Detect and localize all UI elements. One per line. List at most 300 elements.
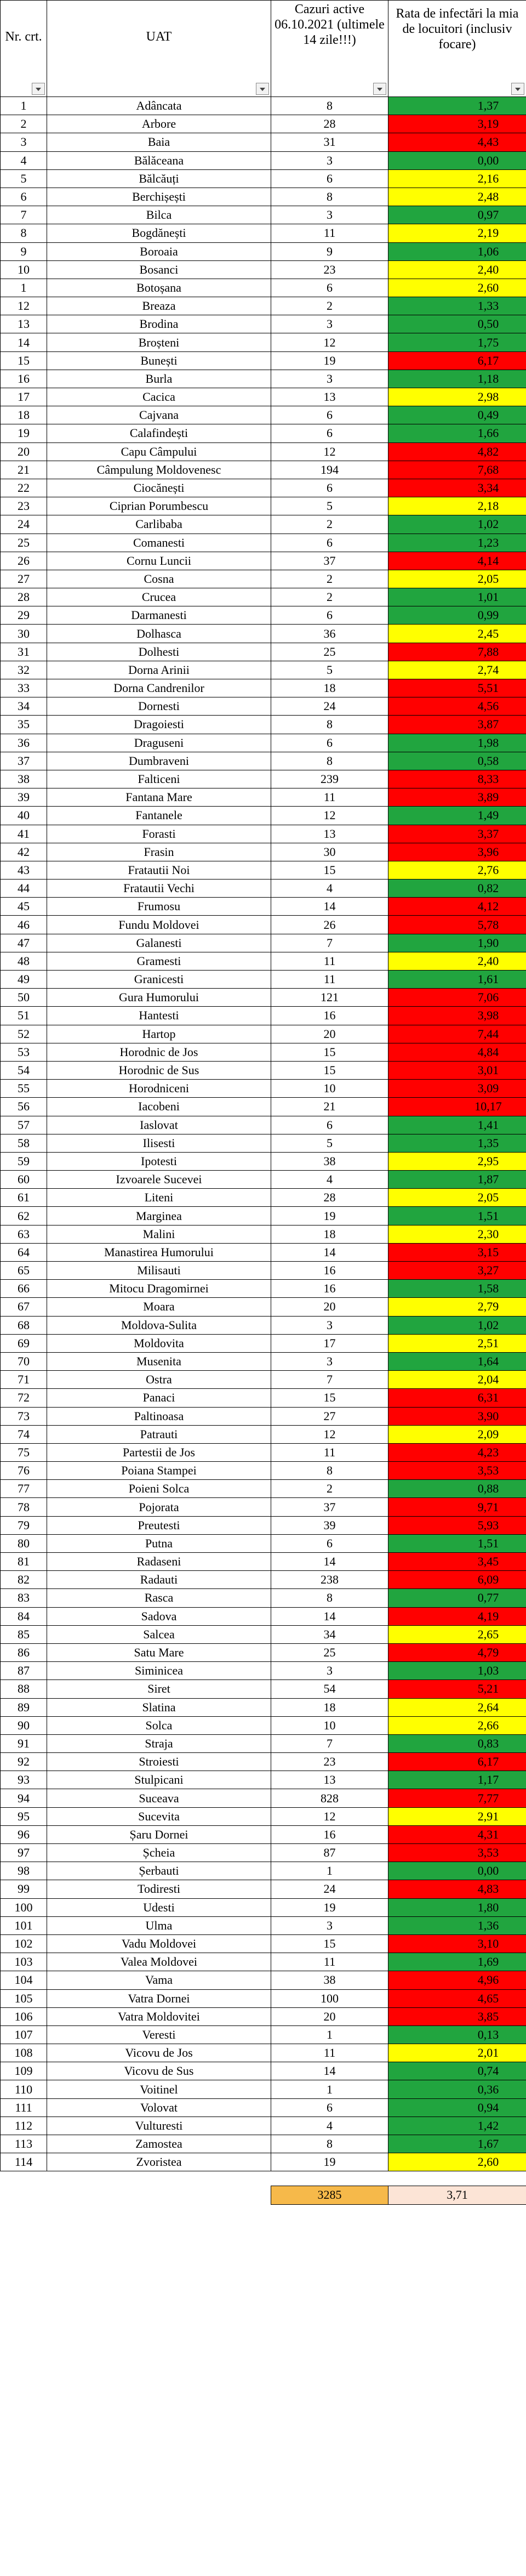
active-cases-cell[interactable]: 12 — [271, 333, 388, 351]
active-cases-cell[interactable]: 18 — [271, 1698, 388, 1716]
uat-name-cell[interactable]: Veresti — [47, 2025, 271, 2044]
total-rate-cell[interactable]: 3,71 — [388, 2186, 526, 2204]
uat-name-cell[interactable]: Volovat — [47, 2098, 271, 2117]
row-number-cell[interactable]: 77 — [1, 1480, 47, 1498]
infection-rate-cell[interactable] — [388, 1316, 526, 1334]
active-cases-cell[interactable]: 3 — [271, 1916, 388, 1934]
row-number-cell[interactable]: 57 — [1, 1116, 47, 1134]
uat-name-cell[interactable]: Solca — [47, 1716, 271, 1734]
uat-name-cell[interactable]: Dumbraveni — [47, 752, 271, 770]
uat-name-cell[interactable]: Vulturesti — [47, 2117, 271, 2135]
infection-rate-cell[interactable] — [388, 1171, 526, 1189]
infection-rate-cell[interactable] — [388, 1680, 526, 1698]
active-cases-cell[interactable]: 19 — [271, 351, 388, 370]
row-number-cell[interactable]: 31 — [1, 643, 47, 661]
active-cases-cell[interactable]: 17 — [271, 1334, 388, 1352]
total-cases-cell[interactable]: 3285 — [271, 2186, 388, 2204]
active-cases-cell[interactable]: 100 — [271, 1989, 388, 2007]
uat-name-cell[interactable]: Dolhasca — [47, 625, 271, 643]
uat-name-cell[interactable]: Stroiesti — [47, 1753, 271, 1771]
uat-name-cell[interactable]: Arbore — [47, 115, 271, 133]
row-number-cell[interactable]: 103 — [1, 1953, 47, 1971]
row-number-cell[interactable]: 24 — [1, 515, 47, 534]
active-cases-cell[interactable]: 54 — [271, 1680, 388, 1698]
infection-rate-cell[interactable] — [388, 1880, 526, 1898]
active-cases-cell[interactable]: 3 — [271, 206, 388, 224]
uat-name-cell[interactable]: Vatra Moldovitei — [47, 2007, 271, 2025]
active-cases-cell[interactable]: 2 — [271, 588, 388, 606]
uat-name-cell[interactable]: Broșteni — [47, 333, 271, 351]
uat-name-cell[interactable]: Zamostea — [47, 2135, 271, 2153]
row-number-cell[interactable]: 73 — [1, 1407, 47, 1425]
row-number-cell[interactable]: 38 — [1, 770, 47, 788]
row-number-cell[interactable]: 32 — [1, 661, 47, 679]
uat-name-cell[interactable]: Bosanci — [47, 260, 271, 279]
row-number-cell[interactable]: 6 — [1, 188, 47, 206]
infection-rate-cell[interactable] — [388, 1807, 526, 1825]
infection-rate-cell[interactable] — [388, 1098, 526, 1116]
infection-rate-cell[interactable] — [388, 1207, 526, 1225]
row-number-cell[interactable]: 37 — [1, 752, 47, 770]
uat-name-cell[interactable]: Carlibaba — [47, 515, 271, 534]
infection-rate-cell[interactable] — [388, 1061, 526, 1079]
uat-name-cell[interactable]: Pojorata — [47, 1498, 271, 1516]
row-number-cell[interactable]: 39 — [1, 788, 47, 807]
infection-rate-cell[interactable] — [388, 625, 526, 643]
active-cases-cell[interactable]: 12 — [271, 1425, 388, 1443]
infection-rate-cell[interactable] — [388, 1898, 526, 1916]
uat-name-cell[interactable]: Izvoarele Sucevei — [47, 1171, 271, 1189]
infection-rate-cell[interactable] — [388, 388, 526, 406]
active-cases-cell[interactable]: 6 — [271, 479, 388, 497]
active-cases-cell[interactable]: 4 — [271, 880, 388, 898]
row-number-cell[interactable]: 52 — [1, 1025, 47, 1043]
uat-name-cell[interactable]: Valea Moldovei — [47, 1953, 271, 1971]
active-cases-cell[interactable]: 11 — [271, 971, 388, 989]
row-number-cell[interactable]: 109 — [1, 2062, 47, 2080]
infection-rate-cell[interactable] — [388, 570, 526, 588]
infection-rate-cell[interactable] — [388, 1789, 526, 1807]
active-cases-cell[interactable]: 30 — [271, 843, 388, 861]
active-cases-cell[interactable]: 13 — [271, 388, 388, 406]
row-number-cell[interactable]: 97 — [1, 1844, 47, 1862]
uat-name-cell[interactable]: Sadova — [47, 1607, 271, 1625]
active-cases-cell[interactable]: 16 — [271, 1007, 388, 1025]
infection-rate-cell[interactable] — [388, 1371, 526, 1389]
infection-rate-cell[interactable] — [388, 807, 526, 825]
infection-rate-cell[interactable] — [388, 679, 526, 697]
infection-rate-cell[interactable] — [388, 461, 526, 479]
row-number-cell[interactable]: 18 — [1, 406, 47, 424]
infection-rate-cell[interactable] — [388, 843, 526, 861]
uat-name-cell[interactable]: Vicovu de Jos — [47, 2044, 271, 2062]
infection-rate-cell[interactable] — [388, 788, 526, 807]
active-cases-cell[interactable]: 4 — [271, 1171, 388, 1189]
infection-rate-cell[interactable] — [388, 752, 526, 770]
uat-name-cell[interactable]: Forasti — [47, 825, 271, 843]
active-cases-cell[interactable]: 37 — [271, 552, 388, 570]
row-number-cell[interactable]: 51 — [1, 1007, 47, 1025]
uat-name-cell[interactable]: Fantanele — [47, 807, 271, 825]
row-number-cell[interactable]: 91 — [1, 1734, 47, 1752]
infection-rate-cell[interactable] — [388, 442, 526, 461]
active-cases-cell[interactable]: 39 — [271, 1516, 388, 1534]
infection-rate-cell[interactable] — [388, 1225, 526, 1243]
infection-rate-cell[interactable] — [388, 734, 526, 752]
active-cases-cell[interactable]: 15 — [271, 1043, 388, 1061]
row-number-cell[interactable]: 10 — [1, 260, 47, 279]
infection-rate-cell[interactable] — [388, 716, 526, 734]
infection-rate-cell[interactable] — [388, 1662, 526, 1680]
uat-name-cell[interactable]: Fundu Moldovei — [47, 916, 271, 934]
active-cases-cell[interactable]: 3 — [271, 1316, 388, 1334]
active-cases-cell[interactable]: 18 — [271, 679, 388, 697]
active-cases-cell[interactable]: 31 — [271, 133, 388, 151]
active-cases-cell[interactable]: 14 — [271, 898, 388, 916]
uat-name-cell[interactable]: Vatra Dornei — [47, 1989, 271, 2007]
infection-rate-cell[interactable] — [388, 370, 526, 388]
active-cases-cell[interactable]: 14 — [271, 1607, 388, 1625]
row-number-cell[interactable]: 28 — [1, 588, 47, 606]
row-number-cell[interactable]: 64 — [1, 1243, 47, 1261]
uat-name-cell[interactable]: Sucevita — [47, 1807, 271, 1825]
infection-rate-cell[interactable] — [388, 1916, 526, 1934]
uat-name-cell[interactable]: Câmpulung Moldovenesc — [47, 461, 271, 479]
row-number-cell[interactable]: 79 — [1, 1516, 47, 1534]
row-number-cell[interactable]: 101 — [1, 1916, 47, 1934]
infection-rate-cell[interactable] — [388, 315, 526, 333]
active-cases-cell[interactable]: 16 — [271, 1280, 388, 1298]
uat-name-cell[interactable]: Dolhesti — [47, 643, 271, 661]
infection-rate-cell[interactable] — [388, 206, 526, 224]
row-number-cell[interactable]: 35 — [1, 716, 47, 734]
active-cases-cell[interactable]: 6 — [271, 169, 388, 188]
uat-name-cell[interactable]: Malini — [47, 1225, 271, 1243]
active-cases-cell[interactable]: 8 — [271, 716, 388, 734]
infection-rate-cell[interactable] — [388, 643, 526, 661]
row-number-cell[interactable]: 56 — [1, 1098, 47, 1116]
row-number-cell[interactable]: 34 — [1, 697, 47, 716]
row-number-cell[interactable]: 74 — [1, 1425, 47, 1443]
infection-rate-cell[interactable] — [388, 1516, 526, 1534]
uat-name-cell[interactable]: Partestii de Jos — [47, 1443, 271, 1461]
row-number-cell[interactable]: 9 — [1, 242, 47, 260]
infection-rate-cell[interactable] — [388, 916, 526, 934]
row-number-cell[interactable]: 48 — [1, 952, 47, 970]
uat-name-cell[interactable]: Berchișești — [47, 188, 271, 206]
uat-name-cell[interactable]: Radaseni — [47, 1553, 271, 1571]
infection-rate-cell[interactable] — [388, 1025, 526, 1043]
infection-rate-cell[interactable] — [388, 1607, 526, 1625]
infection-rate-cell[interactable] — [388, 1480, 526, 1498]
active-cases-cell[interactable]: 15 — [271, 1061, 388, 1079]
uat-name-cell[interactable]: Fratautii Vechi — [47, 880, 271, 898]
active-cases-cell[interactable]: 5 — [271, 661, 388, 679]
row-number-cell[interactable]: 110 — [1, 2080, 47, 2098]
infection-rate-cell[interactable] — [388, 1498, 526, 1516]
active-cases-cell[interactable]: 13 — [271, 1771, 388, 1789]
infection-rate-cell[interactable] — [388, 351, 526, 370]
row-number-cell[interactable]: 47 — [1, 934, 47, 952]
active-cases-cell[interactable]: 10 — [271, 1080, 388, 1098]
infection-rate-cell[interactable] — [388, 224, 526, 242]
row-number-cell[interactable]: 114 — [1, 2153, 47, 2171]
active-cases-cell[interactable]: 19 — [271, 1898, 388, 1916]
row-number-cell[interactable]: 94 — [1, 1789, 47, 1807]
row-number-cell[interactable]: 65 — [1, 1262, 47, 1280]
infection-rate-cell[interactable] — [388, 1934, 526, 1953]
active-cases-cell[interactable]: 6 — [271, 424, 388, 442]
infection-rate-cell[interactable] — [388, 2044, 526, 2062]
uat-name-cell[interactable]: Granicesti — [47, 971, 271, 989]
infection-rate-cell[interactable] — [388, 1298, 526, 1316]
active-cases-cell[interactable]: 15 — [271, 1934, 388, 1953]
infection-rate-cell[interactable] — [388, 2135, 526, 2153]
row-number-cell[interactable]: 75 — [1, 1443, 47, 1461]
row-number-cell[interactable]: 3 — [1, 133, 47, 151]
row-number-cell[interactable]: 40 — [1, 807, 47, 825]
row-number-cell[interactable]: 8 — [1, 224, 47, 242]
infection-rate-cell[interactable] — [388, 1280, 526, 1298]
uat-name-cell[interactable]: Horodnic de Jos — [47, 1043, 271, 1061]
infection-rate-cell[interactable] — [388, 1716, 526, 1734]
uat-name-cell[interactable]: Iaslovat — [47, 1116, 271, 1134]
row-number-cell[interactable]: 12 — [1, 297, 47, 315]
uat-name-cell[interactable]: Patrauti — [47, 1425, 271, 1443]
infection-rate-cell[interactable] — [388, 1152, 526, 1170]
infection-rate-cell[interactable] — [388, 260, 526, 279]
uat-name-cell[interactable]: Ipotesti — [47, 1152, 271, 1170]
infection-rate-cell[interactable] — [388, 1771, 526, 1789]
active-cases-cell[interactable]: 1 — [271, 1862, 388, 1880]
uat-name-cell[interactable]: Bălcăuți — [47, 169, 271, 188]
row-number-cell[interactable]: 98 — [1, 1862, 47, 1880]
row-number-cell[interactable]: 84 — [1, 1607, 47, 1625]
row-number-cell[interactable]: 30 — [1, 625, 47, 643]
active-cases-cell[interactable]: 23 — [271, 1753, 388, 1771]
active-cases-cell[interactable]: 36 — [271, 625, 388, 643]
row-number-cell[interactable]: 15 — [1, 351, 47, 370]
active-cases-cell[interactable]: 3 — [271, 370, 388, 388]
row-number-cell[interactable]: 85 — [1, 1625, 47, 1643]
uat-name-cell[interactable]: Slatina — [47, 1698, 271, 1716]
row-number-cell[interactable]: 22 — [1, 479, 47, 497]
infection-rate-cell[interactable] — [388, 534, 526, 552]
uat-name-cell[interactable]: Milisauti — [47, 1262, 271, 1280]
active-cases-cell[interactable]: 12 — [271, 807, 388, 825]
row-number-cell[interactable]: 58 — [1, 1134, 47, 1152]
uat-name-cell[interactable]: Zvoristea — [47, 2153, 271, 2171]
uat-name-cell[interactable]: Boroaia — [47, 242, 271, 260]
row-number-cell[interactable]: 105 — [1, 1989, 47, 2007]
infection-rate-cell[interactable] — [388, 406, 526, 424]
row-number-cell[interactable]: 42 — [1, 843, 47, 861]
row-number-cell[interactable]: 67 — [1, 1298, 47, 1316]
row-number-cell[interactable]: 5 — [1, 169, 47, 188]
uat-name-cell[interactable]: Cosna — [47, 570, 271, 588]
infection-rate-cell[interactable] — [388, 1134, 526, 1152]
row-number-cell[interactable]: 112 — [1, 2117, 47, 2135]
infection-rate-cell[interactable] — [388, 1698, 526, 1716]
active-cases-cell[interactable]: 19 — [271, 1207, 388, 1225]
uat-name-cell[interactable]: Adâncata — [47, 97, 271, 115]
row-number-cell[interactable]: 106 — [1, 2007, 47, 2025]
infection-rate-cell[interactable] — [388, 2153, 526, 2171]
uat-name-cell[interactable]: Comanesti — [47, 534, 271, 552]
row-number-cell[interactable]: 100 — [1, 1898, 47, 1916]
infection-rate-cell[interactable] — [388, 2098, 526, 2117]
active-cases-cell[interactable]: 8 — [271, 97, 388, 115]
uat-name-cell[interactable]: Manastirea Humorului — [47, 1243, 271, 1261]
uat-name-cell[interactable]: Marginea — [47, 1207, 271, 1225]
row-number-cell[interactable]: 66 — [1, 1280, 47, 1298]
uat-name-cell[interactable]: Hartop — [47, 1025, 271, 1043]
active-cases-cell[interactable]: 38 — [271, 1971, 388, 1989]
infection-rate-cell[interactable] — [388, 934, 526, 952]
uat-name-cell[interactable]: Udesti — [47, 1898, 271, 1916]
uat-name-cell[interactable]: Botoșana — [47, 279, 271, 297]
row-number-cell[interactable]: 1 — [1, 279, 47, 297]
active-cases-cell[interactable]: 20 — [271, 2007, 388, 2025]
active-cases-cell[interactable]: 15 — [271, 861, 388, 879]
active-cases-cell[interactable]: 3 — [271, 315, 388, 333]
row-number-cell[interactable]: 68 — [1, 1316, 47, 1334]
uat-name-cell[interactable]: Paltinoasa — [47, 1407, 271, 1425]
uat-name-cell[interactable]: Fratautii Noi — [47, 861, 271, 879]
infection-rate-cell[interactable] — [388, 242, 526, 260]
infection-rate-cell[interactable] — [388, 188, 526, 206]
infection-rate-cell[interactable] — [388, 1844, 526, 1862]
active-cases-cell[interactable]: 14 — [271, 1553, 388, 1571]
uat-name-cell[interactable]: Capu Câmpului — [47, 442, 271, 461]
active-cases-cell[interactable]: 14 — [271, 2062, 388, 2080]
infection-rate-cell[interactable] — [388, 115, 526, 133]
active-cases-cell[interactable]: 6 — [271, 534, 388, 552]
uat-name-cell[interactable]: Galanesti — [47, 934, 271, 952]
row-number-cell[interactable]: 83 — [1, 1589, 47, 1607]
active-cases-cell[interactable]: 37 — [271, 1498, 388, 1516]
row-number-cell[interactable]: 111 — [1, 2098, 47, 2117]
row-number-cell[interactable]: 23 — [1, 497, 47, 515]
active-cases-cell[interactable]: 2 — [271, 1480, 388, 1498]
row-number-cell[interactable]: 49 — [1, 971, 47, 989]
infection-rate-cell[interactable] — [388, 898, 526, 916]
active-cases-cell[interactable]: 19 — [271, 2153, 388, 2171]
active-cases-cell[interactable]: 24 — [271, 1880, 388, 1898]
infection-rate-cell[interactable] — [388, 880, 526, 898]
row-number-cell[interactable]: 45 — [1, 898, 47, 916]
active-cases-cell[interactable]: 26 — [271, 916, 388, 934]
row-number-cell[interactable]: 59 — [1, 1152, 47, 1170]
infection-rate-cell[interactable] — [388, 1334, 526, 1352]
infection-rate-cell[interactable] — [388, 1189, 526, 1207]
uat-name-cell[interactable]: Cajvana — [47, 406, 271, 424]
active-cases-cell[interactable]: 8 — [271, 1462, 388, 1480]
active-cases-cell[interactable]: 13 — [271, 825, 388, 843]
infection-rate-cell[interactable] — [388, 2025, 526, 2044]
uat-name-cell[interactable]: Ciocănești — [47, 479, 271, 497]
uat-name-cell[interactable]: Șcheia — [47, 1844, 271, 1862]
active-cases-cell[interactable]: 21 — [271, 1098, 388, 1116]
active-cases-cell[interactable]: 23 — [271, 260, 388, 279]
active-cases-cell[interactable]: 6 — [271, 279, 388, 297]
active-cases-cell[interactable]: 3 — [271, 1662, 388, 1680]
active-cases-cell[interactable]: 11 — [271, 952, 388, 970]
infection-rate-cell[interactable] — [388, 552, 526, 570]
infection-rate-cell[interactable] — [388, 1862, 526, 1880]
infection-rate-cell[interactable] — [388, 1989, 526, 2007]
uat-name-cell[interactable]: Poiana Stampei — [47, 1462, 271, 1480]
infection-rate-cell[interactable] — [388, 1043, 526, 1061]
row-number-cell[interactable]: 16 — [1, 370, 47, 388]
uat-name-cell[interactable]: Musenita — [47, 1352, 271, 1370]
uat-name-cell[interactable]: Rasca — [47, 1589, 271, 1607]
infection-rate-cell[interactable] — [388, 588, 526, 606]
active-cases-cell[interactable]: 2 — [271, 570, 388, 588]
uat-name-cell[interactable]: Dornesti — [47, 697, 271, 716]
active-cases-cell[interactable]: 8 — [271, 752, 388, 770]
infection-rate-cell[interactable] — [388, 2080, 526, 2098]
active-cases-cell[interactable]: 5 — [271, 1134, 388, 1152]
active-cases-cell[interactable]: 14 — [271, 1243, 388, 1261]
infection-rate-cell[interactable] — [388, 606, 526, 625]
uat-name-cell[interactable]: Salcea — [47, 1625, 271, 1643]
uat-name-cell[interactable]: Bălăceana — [47, 151, 271, 169]
uat-name-cell[interactable]: Mitocu Dragomirnei — [47, 1280, 271, 1298]
row-number-cell[interactable]: 20 — [1, 442, 47, 461]
active-cases-cell[interactable]: 24 — [271, 697, 388, 716]
row-number-cell[interactable]: 43 — [1, 861, 47, 879]
uat-name-cell[interactable]: Preutesti — [47, 1516, 271, 1534]
row-number-cell[interactable]: 88 — [1, 1680, 47, 1698]
row-number-cell[interactable]: 53 — [1, 1043, 47, 1061]
infection-rate-cell[interactable] — [388, 861, 526, 879]
row-number-cell[interactable]: 21 — [1, 461, 47, 479]
infection-rate-cell[interactable] — [388, 1553, 526, 1571]
row-number-cell[interactable]: 90 — [1, 1716, 47, 1734]
active-cases-cell[interactable]: 18 — [271, 1225, 388, 1243]
active-cases-cell[interactable]: 20 — [271, 1025, 388, 1043]
infection-rate-cell[interactable] — [388, 1443, 526, 1461]
infection-rate-cell[interactable] — [388, 1080, 526, 1098]
row-number-cell[interactable]: 44 — [1, 880, 47, 898]
uat-name-cell[interactable]: Voitinel — [47, 2080, 271, 2098]
active-cases-cell[interactable]: 6 — [271, 2098, 388, 2117]
active-cases-cell[interactable]: 6 — [271, 1116, 388, 1134]
row-number-cell[interactable]: 102 — [1, 1934, 47, 1953]
uat-name-cell[interactable]: Brodina — [47, 315, 271, 333]
active-cases-cell[interactable]: 828 — [271, 1789, 388, 1807]
active-cases-cell[interactable]: 2 — [271, 297, 388, 315]
row-number-cell[interactable]: 113 — [1, 2135, 47, 2153]
uat-name-cell[interactable]: Frasin — [47, 843, 271, 861]
active-cases-cell[interactable]: 239 — [271, 770, 388, 788]
infection-rate-cell[interactable] — [388, 497, 526, 515]
uat-name-cell[interactable]: Frumosu — [47, 898, 271, 916]
infection-rate-cell[interactable] — [388, 1643, 526, 1661]
infection-rate-cell[interactable] — [388, 515, 526, 534]
uat-name-cell[interactable]: Horodnic de Sus — [47, 1061, 271, 1079]
row-number-cell[interactable]: 107 — [1, 2025, 47, 2044]
infection-rate-cell[interactable] — [388, 1425, 526, 1443]
row-number-cell[interactable]: 104 — [1, 1971, 47, 1989]
infection-rate-cell[interactable] — [388, 2007, 526, 2025]
active-cases-cell[interactable]: 11 — [271, 1443, 388, 1461]
active-cases-cell[interactable]: 5 — [271, 497, 388, 515]
row-number-cell[interactable]: 76 — [1, 1462, 47, 1480]
infection-rate-cell[interactable] — [388, 2062, 526, 2080]
active-cases-cell[interactable]: 121 — [271, 989, 388, 1007]
